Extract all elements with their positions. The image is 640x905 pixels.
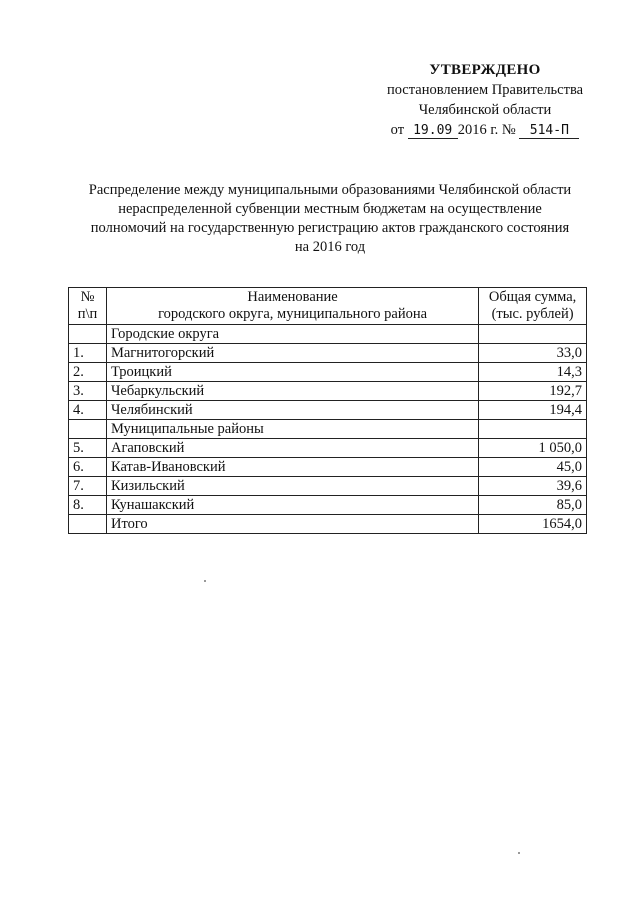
row-num: 6. — [69, 458, 107, 477]
table-row — [69, 363, 587, 382]
table-row — [69, 344, 587, 363]
row-name: Троицкий — [106, 363, 478, 382]
section-row-urban — [69, 325, 587, 344]
title-line-1: Распределение между муниципальными образованиями Челябинской области — [88, 182, 572, 198]
header-num — [69, 288, 107, 325]
table-row — [69, 382, 587, 401]
header-name-line-2: городского округа, муниципального района — [158, 306, 428, 322]
approval-block — [360, 60, 610, 140]
scan-speck — [204, 580, 206, 582]
distribution-table — [68, 287, 587, 534]
table-row — [69, 477, 587, 496]
approval-stamp: УТВЕРЖДЕНО — [429, 62, 541, 78]
table-row — [69, 401, 587, 420]
header-sum — [479, 288, 587, 325]
row-name: Магнитогорский — [106, 344, 478, 363]
approval-year-text: 2016 г. № — [457, 122, 516, 138]
header-name — [106, 288, 478, 325]
title-line-4: на 2016 год — [294, 239, 366, 255]
title-line-2: нераспределенной субвенции местным бюджетам на осуществление — [118, 201, 542, 217]
row-num: 2. — [69, 363, 107, 382]
total-sum: 1654,0 — [479, 515, 587, 534]
section-label: Городские округа — [106, 325, 478, 344]
document-title — [60, 181, 600, 257]
row-sum: 85,0 — [479, 496, 587, 515]
header-sum-line-1: Общая сумма, — [488, 289, 577, 305]
approval-line-1: постановлением Правительства — [386, 82, 584, 98]
row-name: Катав-Ивановский — [106, 458, 478, 477]
table-row — [69, 496, 587, 515]
row-sum: 14,3 — [479, 363, 587, 382]
row-sum: 192,7 — [479, 382, 587, 401]
row-sum: 194,4 — [479, 401, 587, 420]
row-num: 1. — [69, 344, 107, 363]
approval-line-2: Челябинской области — [418, 102, 552, 118]
row-num: 4. — [69, 401, 107, 420]
table-row — [69, 458, 587, 477]
scan-speck — [518, 852, 520, 854]
row-name: Кизильский — [106, 477, 478, 496]
section-row-districts — [69, 420, 587, 439]
row-num: 3. — [69, 382, 107, 401]
header-num-line-1: № — [80, 289, 95, 305]
row-name: Челябинский — [106, 401, 478, 420]
table-cell — [69, 515, 107, 534]
header-sum-line-2: (тыс. рублей) — [491, 306, 574, 322]
row-sum: 1 050,0 — [479, 439, 587, 458]
table-cell — [69, 325, 107, 344]
title-line-3: полномочий на государственную регистрацию актов гражданского состояния — [90, 220, 570, 236]
approval-date-line — [360, 120, 610, 140]
row-sum: 45,0 — [479, 458, 587, 477]
row-num: 8. — [69, 496, 107, 515]
table-cell — [69, 420, 107, 439]
row-num: 7. — [69, 477, 107, 496]
row-sum: 39,6 — [479, 477, 587, 496]
header-num-line-2: п\п — [77, 306, 98, 322]
table-header-row — [69, 288, 587, 325]
table-cell — [479, 325, 587, 344]
row-name: Чебаркульский — [106, 382, 478, 401]
row-name: Агаповский — [106, 439, 478, 458]
header-name-line-1: Наименование — [247, 289, 338, 305]
table-cell — [479, 420, 587, 439]
section-label: Муниципальные районы — [106, 420, 478, 439]
total-row — [69, 515, 587, 534]
row-name: Кунашакский — [106, 496, 478, 515]
table-row — [69, 439, 587, 458]
row-sum: 33,0 — [479, 344, 587, 363]
approval-date-prefix: от — [390, 122, 405, 138]
approval-date-field: 19.09 — [408, 123, 458, 139]
approval-number-field: 514-П — [519, 123, 579, 139]
row-num: 5. — [69, 439, 107, 458]
total-label: Итого — [106, 515, 478, 534]
